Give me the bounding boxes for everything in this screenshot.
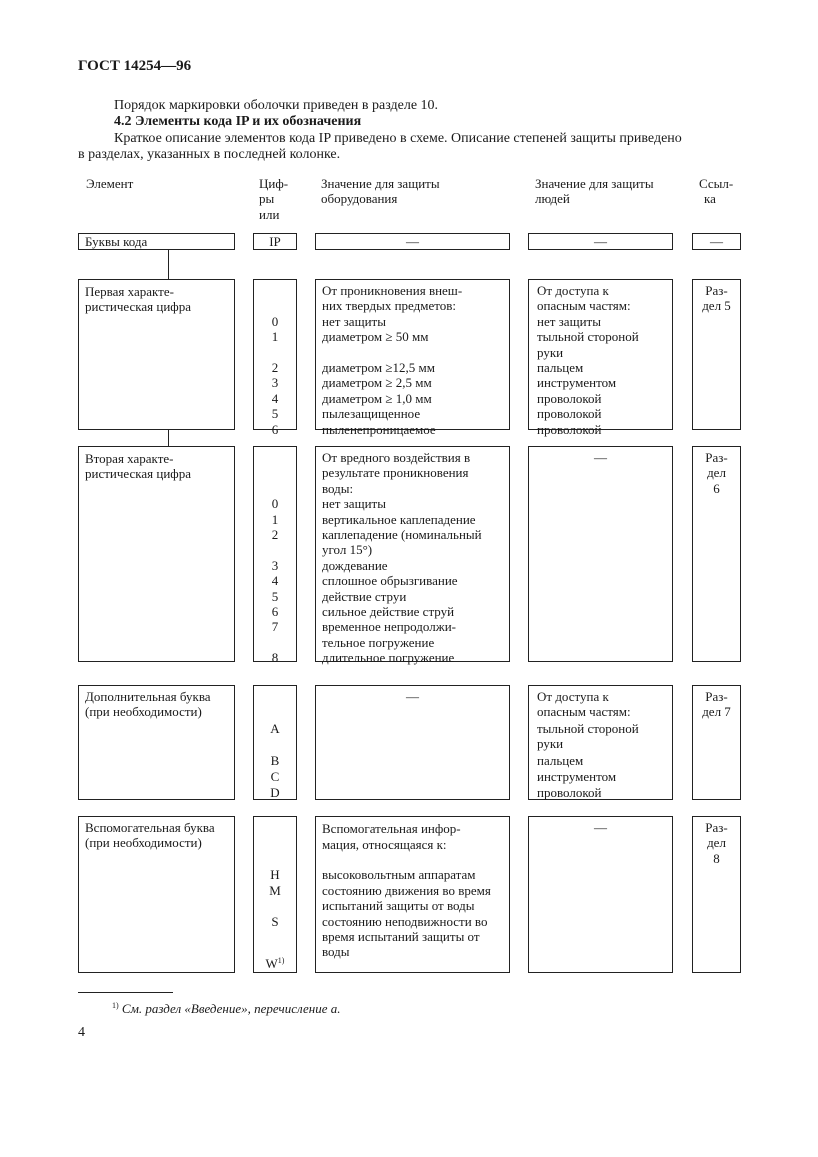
supplementary-letter-equipment-line: время испытаний защиты от [322, 929, 480, 944]
second-digit-ref-label: Раз- дел 6 [705, 450, 728, 496]
supplementary-letter-people-value: — [594, 820, 607, 835]
column-header-people: Значение для защиты людей [535, 176, 654, 207]
additional-letter-a: A [270, 721, 280, 736]
code-digits-label: IP [269, 234, 281, 249]
page-number: 4 [78, 1025, 85, 1040]
additional-letter-people-line: От доступа к [537, 689, 609, 704]
description-line-2: в разделах, указанных в последней колонке. [78, 147, 341, 162]
supplementary-letter-digits-box [253, 816, 297, 973]
footnote [112, 1001, 340, 1016]
code-equipment-box [315, 233, 510, 250]
code-people-box [528, 233, 673, 250]
second-digit-digits-box [253, 446, 297, 666]
code-element-label: Буквы кода [85, 234, 148, 249]
additional-letter-equipment-box [315, 685, 510, 800]
second-digit-digits-list: 0 1 2 3 4 5 6 7 8 [271, 496, 279, 666]
additional-letter-people-line: пальцем [537, 753, 584, 768]
section-heading: 4.2 Элементы кода IP и их обозначения [114, 114, 362, 129]
footnote-divider [78, 992, 173, 993]
additional-letter-ref-label: Раз- дел 7 [702, 689, 731, 720]
code-equipment-value: — [406, 234, 419, 249]
additional-letter-equipment-value: — [406, 689, 419, 704]
supplementary-letter-equipment-line: испытаний защиты от воды [322, 898, 475, 913]
code-digits-box [253, 233, 297, 250]
supplementary-letter-equipment-box [315, 816, 510, 973]
supplementary-letter-equipment-line: состоянию неподвижности во [322, 914, 488, 929]
column-header-ref: Ссыл- ка [699, 176, 734, 207]
footnote-mark: 1) [112, 1001, 119, 1010]
first-digit-element-label: Первая характе- ристическая цифра [85, 284, 191, 315]
supplementary-letter-equipment-line: Вспомогательная инфор- [322, 821, 461, 836]
first-digit-people-list: От доступа к опасным частям: нет защиты тыльной стороной руки пальцем инструментом проволокой проволокой проволокой [537, 283, 639, 437]
additional-letter-d: D [270, 785, 280, 800]
column-header-element: Элемент [86, 176, 134, 191]
second-digit-element-box [78, 446, 235, 662]
connector-line [168, 250, 169, 279]
intro-paragraph: Порядок маркировки оболочки приведен в разделе 10. [114, 98, 439, 113]
code-ref-box [692, 233, 741, 250]
additional-letter-digits-box [253, 685, 297, 800]
supplementary-letter-h: H [270, 867, 280, 882]
first-digit-people-box [528, 279, 673, 437]
additional-letter-people-box [528, 685, 673, 800]
supplementary-letter-m: M [269, 883, 281, 898]
additional-letter-people-line: тыльной стороной [537, 721, 639, 736]
first-digit-ref-label: Раз- дел 5 [702, 283, 731, 314]
code-ref-value: — [710, 234, 723, 249]
second-digit-equipment-list: От вредного воздействия в результате проникновения воды: нет защиты вертикальное каплепадение каплепадение (номинальный угол 15°) дождевание сплошное обрызгивание действие струи сильное действие струй временное непродолжи- тельное погружение длительное погружение [322, 450, 482, 666]
supplementary-letter-equipment-line: высоковольтным аппаратам [322, 867, 476, 882]
additional-letter-ref-box [692, 685, 741, 800]
second-digit-people-box [528, 446, 673, 662]
additional-letter-people-line: проволокой [537, 785, 602, 800]
second-digit-ref-box [692, 446, 741, 662]
code-people-value: — [594, 234, 607, 249]
supplementary-letter-equipment-line: состоянию движения во время [322, 883, 491, 898]
second-digit-element-label: Вторая характе- ристическая цифра [85, 451, 191, 482]
document-header: ГОСТ 14254—96 [78, 58, 192, 74]
supplementary-letter-s: S [271, 914, 279, 929]
additional-letter-people-line: инструментом [537, 769, 617, 784]
first-digit-element-box [78, 279, 235, 430]
additional-letter-b: B [270, 753, 280, 768]
supplementary-letter-w: $W^{1)}$ [265, 956, 285, 971]
first-digit-equipment-list: От проникновения внеш- них твердых предметов: нет защиты диаметром ≥ 50 мм диаметром ≥12,5 мм диаметром ≥ 2,5 мм диаметром ≥ 1,0 мм пылезащищенное пыленепроницаемое [322, 283, 463, 437]
additional-letter-people-line: опасным частям: [537, 704, 631, 719]
connector-line [168, 429, 169, 446]
column-header-digits: Циф- ры или [259, 176, 289, 222]
description-line-1: Краткое описание элементов кода IP приведено в схеме. Описание степеней защиты приведено [114, 131, 682, 146]
footnote-text: См. раздел «Введение», перечисление а. [121, 1001, 341, 1016]
second-digit-equipment-box [315, 446, 510, 666]
footnote-reference: 1) [277, 956, 285, 965]
supplementary-letter-equipment-line: мация, относящаяся к: [322, 837, 447, 852]
column-header-equipment: Значение для защиты оборудования [321, 176, 440, 207]
second-digit-people-value: — [594, 450, 607, 465]
first-digit-ref-box [692, 279, 741, 430]
additional-letter-people-line: руки [537, 736, 564, 751]
first-digit-equipment-box [315, 279, 510, 437]
supplementary-letter-element-box [78, 816, 235, 973]
additional-letter-element-label: Дополнительная буква (при необходимости) [85, 689, 211, 720]
supplementary-letter-equipment-line: воды [322, 944, 350, 959]
code-element-box [78, 233, 235, 250]
supplementary-letter-ref-label: Раз- дел 8 [705, 820, 728, 866]
additional-letter-c: C [270, 769, 280, 784]
supplementary-letter-people-box [528, 816, 673, 973]
first-digit-digits-list: 0 1 2 3 4 5 6 [271, 313, 279, 437]
first-digit-digits-box [253, 279, 297, 437]
additional-letter-element-box [78, 685, 235, 800]
supplementary-letter-ref-box [692, 816, 741, 973]
supplementary-letter-element-label: Вспомогательная буква (при необходимости) [85, 820, 215, 851]
